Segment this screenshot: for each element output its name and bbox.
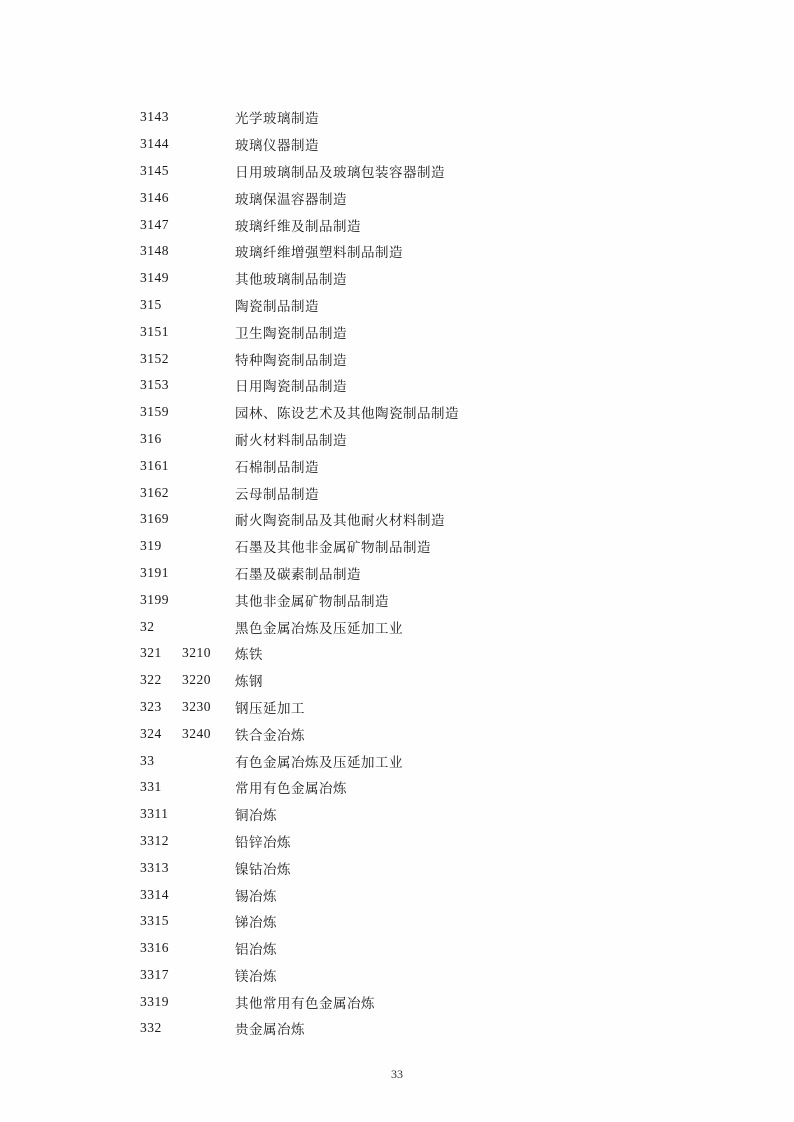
table-row	[0, 533, 794, 560]
industry-name: 黑色金属冶炼及压延加工业	[235, 620, 403, 636]
table-row	[0, 881, 794, 908]
industry-subcode: 3220	[182, 672, 211, 688]
table-row	[0, 345, 794, 372]
industry-code: 3146	[140, 189, 169, 205]
table-row	[0, 426, 794, 453]
industry-subcode: 3240	[182, 725, 211, 741]
industry-code: 3161	[140, 457, 169, 473]
industry-name: 日用玻璃制品及玻璃包装容器制造	[235, 164, 445, 180]
industry-name: 炼钢	[235, 674, 263, 690]
table-row	[0, 506, 794, 533]
industry-code: 322	[140, 672, 162, 688]
industry-name: 贵金属冶炼	[235, 1022, 305, 1038]
table-row	[0, 452, 794, 479]
industry-name: 特种陶瓷制品制造	[235, 352, 347, 368]
industry-code: 3143	[140, 109, 169, 125]
page-number: 33	[391, 1067, 403, 1081]
table-row	[0, 747, 794, 774]
industry-code: 3317	[140, 966, 169, 982]
table-row	[0, 399, 794, 426]
table-row	[0, 372, 794, 399]
industry-name: 玻璃保温容器制造	[235, 191, 347, 207]
industry-code: 332	[140, 1020, 162, 1036]
table-row	[0, 211, 794, 238]
industry-code: 315	[140, 296, 162, 312]
industry-code: 3151	[140, 323, 169, 339]
table-row	[0, 292, 794, 319]
industry-name: 光学玻璃制造	[235, 111, 319, 127]
table-row	[0, 1015, 794, 1042]
table-row	[0, 640, 794, 667]
industry-code: 3162	[140, 484, 169, 500]
industry-code: 319	[140, 538, 162, 554]
industry-code: 3152	[140, 350, 169, 366]
industry-code: 3149	[140, 270, 169, 286]
table-row	[0, 962, 794, 989]
industry-code: 33	[140, 752, 155, 768]
table-row	[0, 720, 794, 747]
industry-code: 3316	[140, 940, 169, 956]
table-row	[0, 908, 794, 935]
industry-name: 卫生陶瓷制品制造	[235, 325, 347, 341]
industry-name: 云母制品制造	[235, 486, 319, 502]
industry-code: 3315	[140, 913, 169, 929]
industry-name: 其他玻璃制品制造	[235, 272, 347, 288]
industry-code: 3147	[140, 216, 169, 232]
table-row	[0, 694, 794, 721]
industry-name: 铁合金冶炼	[235, 727, 305, 743]
table-row	[0, 158, 794, 185]
industry-code: 3153	[140, 377, 169, 393]
industry-name: 石墨及其他非金属矿物制品制造	[235, 540, 431, 556]
industry-code: 324	[140, 725, 162, 741]
industry-code: 3313	[140, 859, 169, 875]
industry-name: 锑冶炼	[235, 915, 277, 931]
industry-code: 3199	[140, 591, 169, 607]
table-row	[0, 184, 794, 211]
table-row	[0, 238, 794, 265]
industry-name: 铅锌冶炼	[235, 834, 291, 850]
industry-code: 3319	[140, 993, 169, 1009]
table-row	[0, 560, 794, 587]
industry-name: 炼铁	[235, 647, 263, 663]
industry-code: 321	[140, 645, 162, 661]
table-row	[0, 988, 794, 1015]
industry-name: 石棉制品制造	[235, 459, 319, 475]
industry-name: 铜冶炼	[235, 808, 277, 824]
table-row	[0, 318, 794, 345]
table-row	[0, 667, 794, 694]
industry-code: 3312	[140, 832, 169, 848]
industry-name: 锡冶炼	[235, 888, 277, 904]
industry-code: 3148	[140, 243, 169, 259]
industry-name: 园林、陈设艺术及其他陶瓷制品制造	[235, 406, 459, 422]
table-row	[0, 265, 794, 292]
industry-name: 玻璃仪器制造	[235, 138, 319, 154]
industry-code: 323	[140, 698, 162, 714]
table-row	[0, 586, 794, 613]
industry-name: 其他常用有色金属冶炼	[235, 995, 375, 1011]
table-row	[0, 828, 794, 855]
table-row	[0, 613, 794, 640]
industry-name: 有色金属冶炼及压延加工业	[235, 754, 403, 770]
industry-name: 玻璃纤维增强塑料制品制造	[235, 245, 403, 261]
industry-subcode: 3230	[182, 698, 211, 714]
industry-name: 石墨及碳素制品制造	[235, 566, 361, 582]
industry-code: 3311	[140, 806, 169, 822]
table-row	[0, 479, 794, 506]
industry-code: 3144	[140, 136, 169, 152]
table-row	[0, 854, 794, 881]
industry-code: 3314	[140, 886, 169, 902]
table-row	[0, 935, 794, 962]
industry-name: 耐火陶瓷制品及其他耐火材料制造	[235, 513, 445, 529]
industry-code: 3169	[140, 511, 169, 527]
industry-name: 铝冶炼	[235, 942, 277, 958]
classification-list	[0, 104, 794, 1042]
industry-code: 3191	[140, 564, 169, 580]
industry-name: 常用有色金属冶炼	[235, 781, 347, 797]
industry-name: 钢压延加工	[235, 700, 305, 716]
industry-code: 32	[140, 618, 155, 634]
industry-name: 陶瓷制品制造	[235, 298, 319, 314]
industry-code: 3159	[140, 404, 169, 420]
industry-subcode: 3210	[182, 645, 211, 661]
table-row	[0, 104, 794, 131]
industry-name: 镍钴冶炼	[235, 861, 291, 877]
industry-code: 316	[140, 430, 162, 446]
industry-code: 3145	[140, 162, 169, 178]
table-row	[0, 774, 794, 801]
table-row	[0, 131, 794, 158]
industry-name: 耐火材料制品制造	[235, 432, 347, 448]
table-row	[0, 801, 794, 828]
industry-name: 玻璃纤维及制品制造	[235, 218, 361, 234]
industry-name: 镁冶炼	[235, 968, 277, 984]
industry-name: 其他非金属矿物制品制造	[235, 593, 389, 609]
industry-name: 日用陶瓷制品制造	[235, 379, 347, 395]
industry-code: 331	[140, 779, 162, 795]
